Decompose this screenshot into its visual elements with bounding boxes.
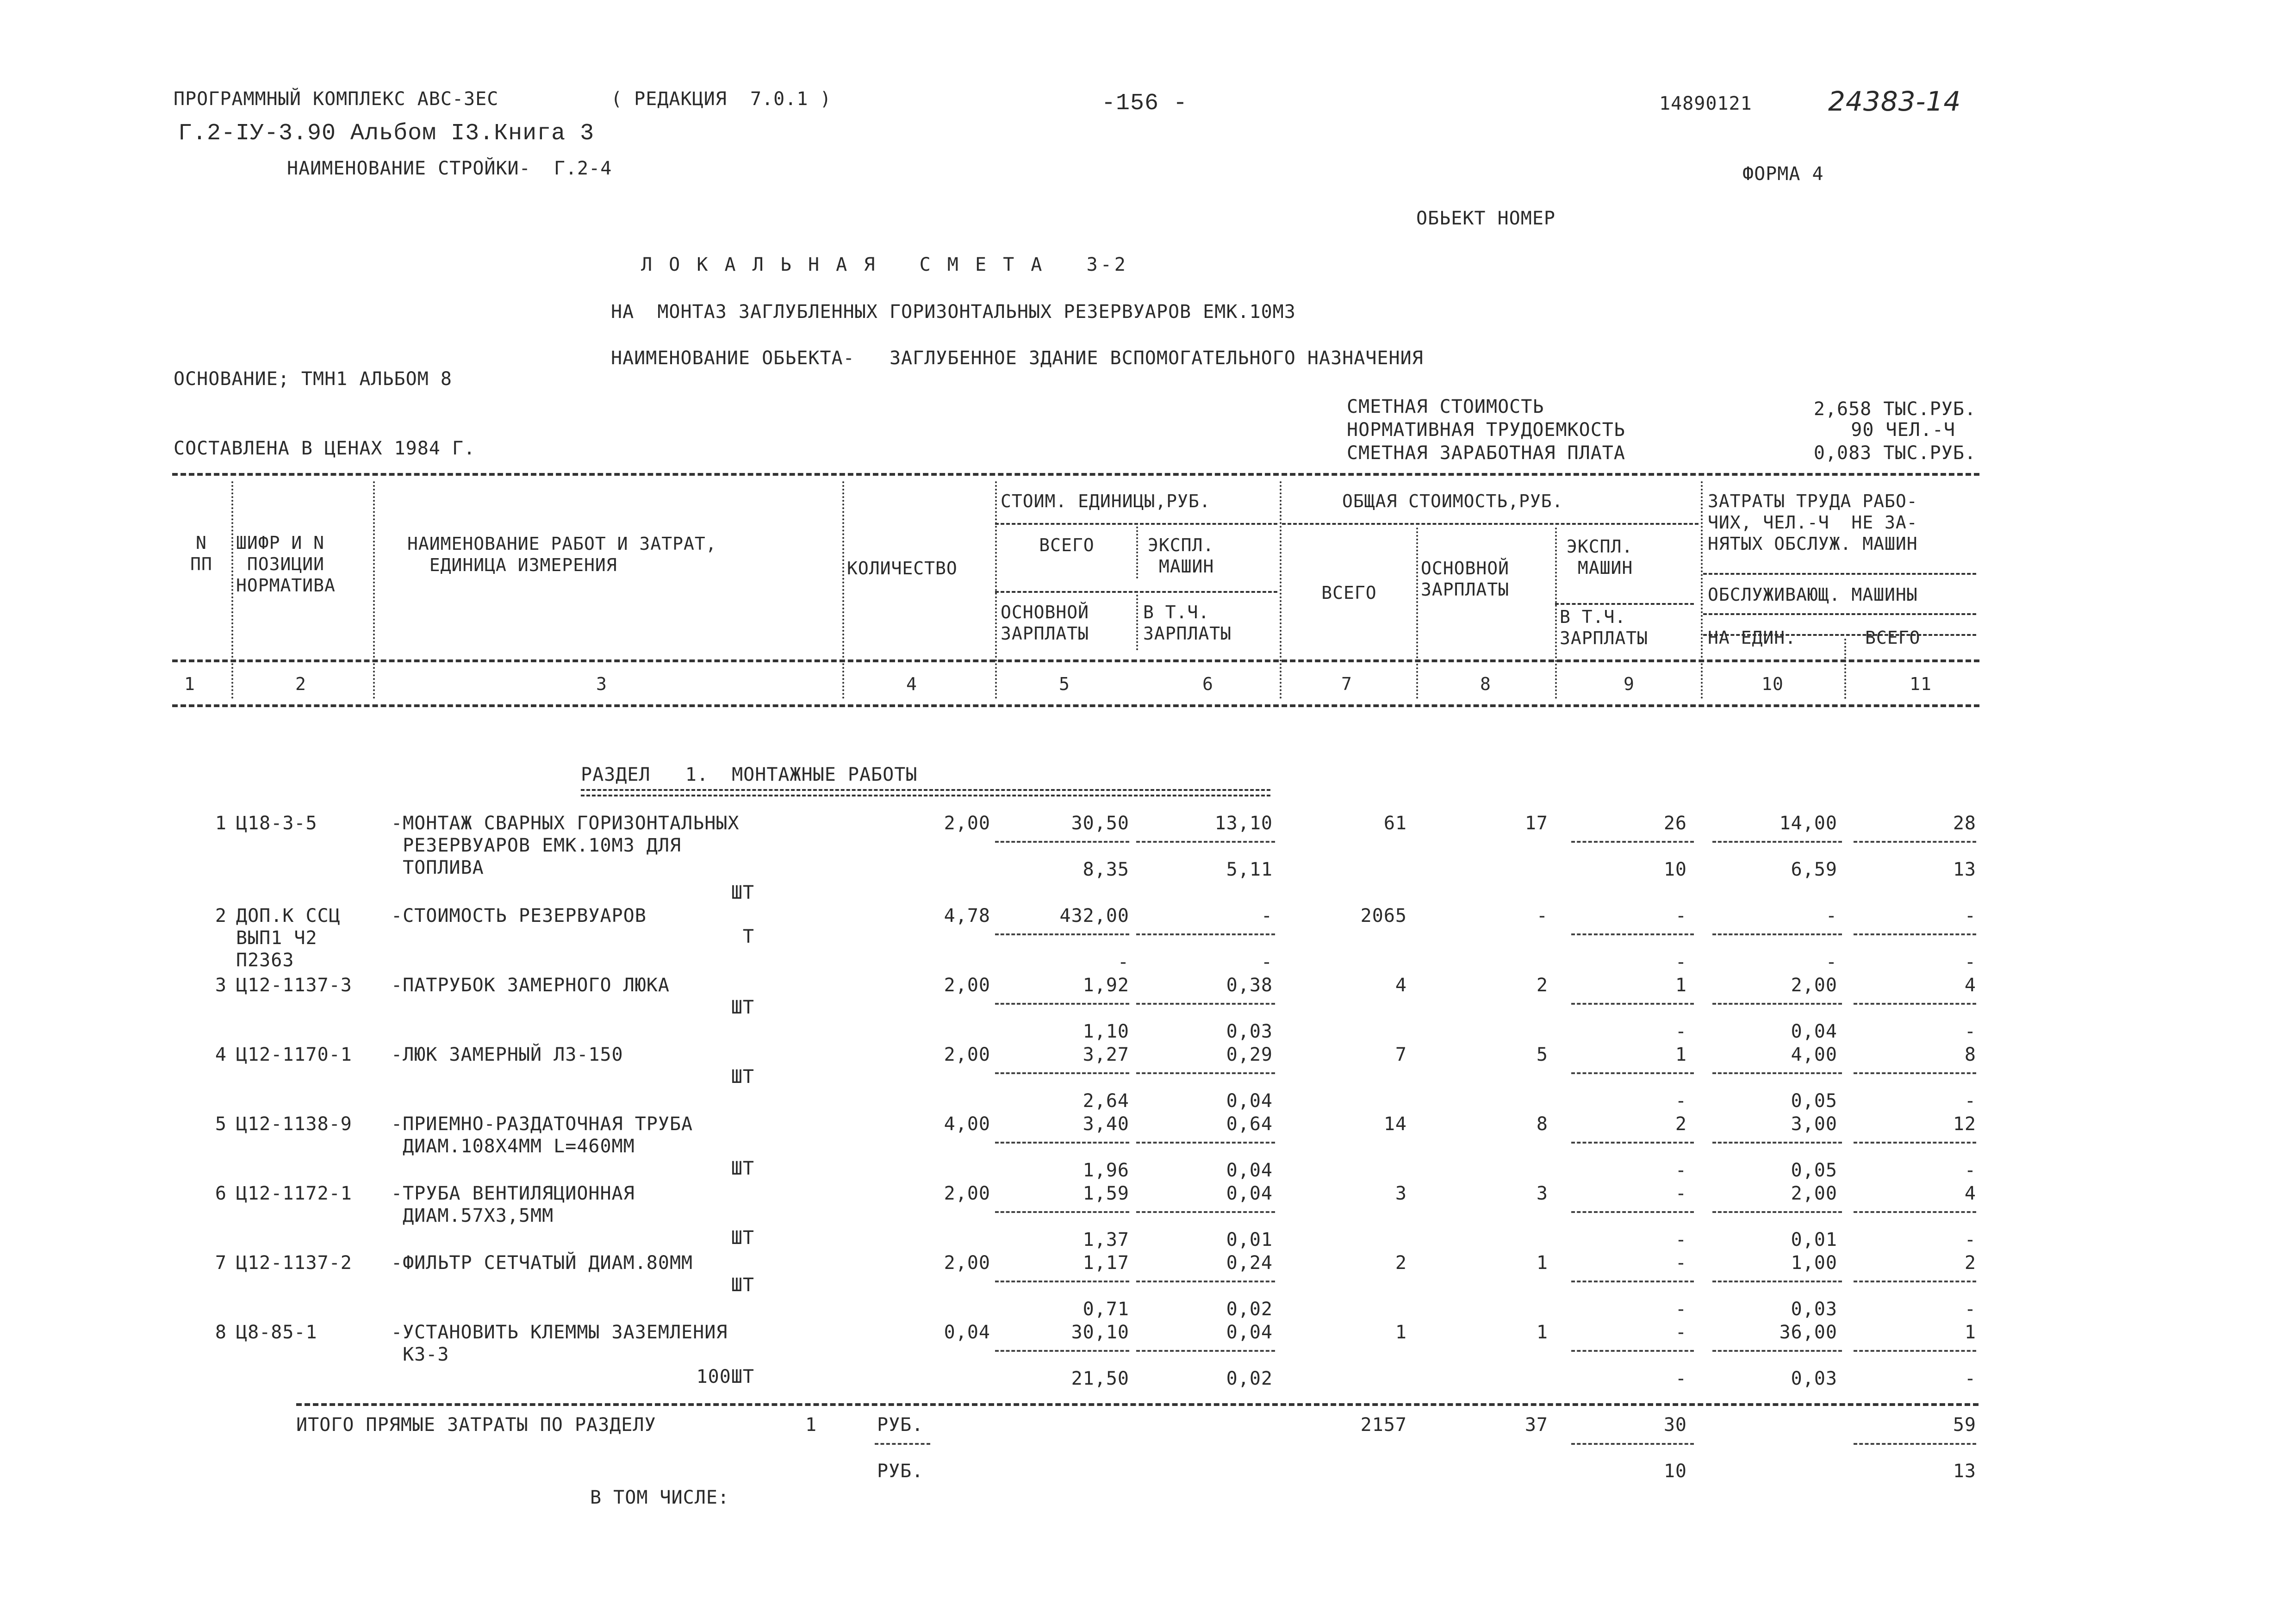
row-total-all: 2: [1395, 1252, 1407, 1274]
row-value-rule: [995, 1350, 1129, 1352]
row-value-rule: [1136, 1072, 1275, 1074]
totals-value-labor: 59: [1953, 1414, 1976, 1436]
edition: ( РЕДАКЦИЯ 7.0.1 ): [611, 88, 832, 110]
row-unit-wage: 21,50: [1071, 1368, 1129, 1389]
column-header-labor-total: ВСЕГО: [1865, 628, 1921, 648]
column-number: 7: [1341, 674, 1352, 694]
summary-label-wage: СМЕТНАЯ ЗАРАБОТНАЯ ПЛАТА: [1347, 442, 1625, 464]
row-value-rule: [995, 1142, 1129, 1144]
object-number-label: ОБЬЕКТ НОМЕР: [1416, 208, 1556, 229]
row-value-rule: [1712, 1142, 1842, 1144]
row-value-rule: [1854, 1350, 1976, 1352]
column-header-quantity: КОЛИЧЕСТВО: [847, 558, 958, 578]
totals-top-rule: [296, 1403, 1979, 1406]
summary-value-wage: 0,083 ТЫС.РУБ.: [1813, 442, 1976, 464]
totals-section-number: 1: [805, 1414, 817, 1436]
price-level: СОСТАВЛЕНА В ЦЕНАХ 1984 Г.: [174, 438, 476, 459]
row-unit-total: 1,92: [1083, 975, 1129, 996]
row-total-incl: -: [1675, 1160, 1687, 1181]
row-value-rule: [1571, 933, 1694, 935]
column-number: 1: [184, 674, 195, 694]
row-unit: ШТ: [731, 997, 754, 1018]
row-name: -МОНТАЖ СВАРНЫХ ГОРИЗОНТАЛЬНЫХ РЕЗЕРВУАРОВ ЕМК.10М3 ДЛЯ ТОПЛИВА: [391, 813, 740, 878]
row-unit: ШТ: [731, 1227, 754, 1249]
album-reference: Г.2-IУ-3.90 Альбом I3.Книга 3: [178, 120, 595, 147]
row-value-rule: [1571, 1211, 1694, 1213]
row-total-wage: 8: [1536, 1113, 1548, 1135]
section-title: РАЗДЕЛ 1. МОНТАЖНЫЕ РАБОТЫ: [581, 764, 918, 785]
column-header-labor: ЗАТРАТЫ ТРУДА РАБО- ЧИХ, ЧЕЛ.-Ч НЕ ЗА- НЯТЫХ ОБСЛУЖ. МАШИН: [1708, 491, 1918, 554]
row-unit-wage: -: [1117, 951, 1129, 973]
header-inner-rule: [1555, 603, 1694, 605]
row-unit-incl: 0,02: [1226, 1299, 1273, 1320]
row-total-machines: -: [1675, 1183, 1687, 1204]
row-number: 5: [215, 1113, 227, 1135]
column-header-total-all: ВСЕГО: [1321, 583, 1377, 603]
column-number: 5: [1059, 674, 1070, 694]
row-value-rule: [1571, 1142, 1694, 1144]
row-value-rule: [1712, 1003, 1842, 1005]
row-labor-total: 12: [1953, 1113, 1976, 1135]
row-total-incl: 10: [1663, 859, 1687, 880]
row-total-all: 7: [1395, 1044, 1407, 1065]
row-value-rule: [995, 1003, 1129, 1005]
row-value-rule: [1571, 1281, 1694, 1282]
row-labor-unit: 14,00: [1779, 813, 1837, 834]
basis-label: ОСНОВАНИЕ; ТМН1 АЛЬБОМ 8: [174, 368, 452, 390]
row-unit: ШТ: [731, 882, 754, 903]
column-header-total-machines: ЭКСПЛ. МАШИН: [1567, 536, 1633, 578]
row-quantity: 2,00: [944, 975, 990, 996]
column-divider: [1136, 595, 1138, 650]
row-unit-wage: 2,64: [1083, 1090, 1129, 1112]
totals-value-wage: 37: [1524, 1414, 1548, 1436]
row-labor-unit-machines: 0,04: [1791, 1021, 1837, 1042]
row-value-rule: [1712, 933, 1842, 935]
row-unit: ШТ: [731, 1158, 754, 1179]
row-labor-total-machines: -: [1964, 1368, 1976, 1389]
row-unit-machines: 13,10: [1214, 813, 1273, 834]
totals-value-all: 2157: [1360, 1414, 1407, 1436]
row-labor-unit: 36,00: [1779, 1322, 1837, 1343]
row-total-incl: -: [1675, 1299, 1687, 1320]
row-labor-total: 2: [1964, 1252, 1976, 1274]
row-unit-incl: 0,04: [1226, 1090, 1273, 1112]
row-labor-unit-machines: 0,05: [1791, 1160, 1837, 1181]
column-header-labor-machines: ОБСЛУЖИВАЮЩ. МАШИНЫ: [1708, 585, 1918, 605]
column-header-unit-machines: ЭКСПЛ. МАШИН: [1148, 535, 1214, 577]
row-total-machines: -: [1675, 905, 1687, 927]
column-divider: [1280, 481, 1282, 699]
row-labor-total: 4: [1964, 975, 1976, 996]
row-value-rule: [1571, 1072, 1694, 1074]
row-code: Ц12-1137-3: [236, 975, 352, 996]
totals-unit-rule: [875, 1443, 930, 1445]
row-unit-incl: 5,11: [1226, 859, 1273, 880]
row-value-rule: [1712, 1281, 1842, 1282]
row-unit-incl: 0,01: [1226, 1229, 1273, 1250]
row-value-rule: [1854, 1003, 1976, 1005]
row-name: -УСТАНОВИТЬ КЛЕММЫ ЗАЗЕМЛЕНИЯ К3-3: [391, 1322, 728, 1365]
row-number: 6: [215, 1183, 227, 1204]
row-unit-total: 3,27: [1083, 1044, 1129, 1065]
row-number: 8: [215, 1322, 227, 1343]
row-quantity: 2,00: [944, 1183, 990, 1204]
row-labor-unit: -: [1825, 905, 1837, 927]
totals-rule: [1571, 1443, 1694, 1445]
row-value-rule: [1136, 1003, 1275, 1005]
row-labor-total: 4: [1964, 1183, 1976, 1204]
column-header-total-wage: ОСНОВНОЙ ЗАРПЛАТЫ: [1421, 558, 1510, 600]
row-code: Ц12-1138-9: [236, 1113, 352, 1135]
column-number: 2: [295, 674, 306, 694]
row-value-rule: [1712, 1211, 1842, 1213]
row-total-all: 61: [1383, 813, 1407, 834]
row-name: -ПАТРУБОК ЗАМЕРНОГО ЛЮКА: [391, 975, 670, 996]
row-number: 2: [215, 905, 227, 927]
row-code: Ц8-85-1: [236, 1322, 317, 1343]
construction-name: НАИМЕНОВАНИЕ СТРОЙКИ- Г.2-4: [287, 158, 612, 179]
row-value-rule: [1712, 1072, 1842, 1074]
row-value-rule: [995, 1281, 1129, 1282]
row-labor-unit: 1,00: [1791, 1252, 1837, 1274]
row-value-rule: [1854, 1072, 1976, 1074]
header-inner-rule: [1703, 613, 1976, 615]
row-quantity: 2,00: [944, 813, 990, 834]
row-value-rule: [1571, 1003, 1694, 1005]
column-number: 4: [906, 674, 917, 694]
summary-value-cost: 2,658 ТЫС.РУБ.: [1813, 398, 1976, 420]
row-name: -ТРУБА ВЕНТИЛЯЦИОННАЯ ДИАМ.57Х3,5ММ: [391, 1183, 635, 1226]
row-unit-total: 432,00: [1059, 905, 1129, 927]
row-value-rule: [1136, 841, 1275, 843]
column-header-unit-total: ВСЕГО: [1039, 535, 1095, 555]
row-total-wage: 5: [1536, 1044, 1548, 1065]
row-labor-total-machines: 13: [1953, 859, 1976, 880]
row-labor-unit-machines: 0,03: [1791, 1299, 1837, 1320]
row-value-rule: [1854, 841, 1976, 843]
row-unit-total: 30,10: [1071, 1322, 1129, 1343]
row-unit-wage: 1,10: [1083, 1021, 1129, 1042]
header-inner-rule: [995, 591, 1277, 593]
row-total-machines: -: [1675, 1252, 1687, 1274]
row-unit-incl: -: [1261, 951, 1273, 973]
column-header-n: N ПП: [190, 533, 212, 574]
row-value-rule: [995, 1211, 1129, 1213]
header-bottom-rule: [172, 659, 1979, 662]
column-divider: [1701, 481, 1703, 699]
column-number: 6: [1202, 674, 1213, 694]
row-labor-unit: 3,00: [1791, 1113, 1837, 1135]
header-inner-rule: [1282, 523, 1699, 525]
row-total-all: 2065: [1360, 905, 1407, 927]
column-header-code: ШИФР И N ПОЗИЦИИ НОРМАТИВА: [236, 533, 336, 596]
row-labor-total: 8: [1964, 1044, 1976, 1065]
row-labor-unit-machines: 0,05: [1791, 1090, 1837, 1112]
row-unit-machines: 0,29: [1226, 1044, 1273, 1065]
row-number: 3: [215, 975, 227, 996]
row-labor-unit-machines: -: [1825, 951, 1837, 973]
row-total-all: 4: [1395, 975, 1407, 996]
row-value-rule: [995, 1072, 1129, 1074]
row-total-wage: 2: [1536, 975, 1548, 996]
row-unit-total: 1,17: [1083, 1252, 1129, 1274]
column-divider: [1844, 639, 1846, 699]
row-unit-machines: -: [1261, 905, 1273, 927]
row-total-incl: -: [1675, 951, 1687, 973]
column-header-total-incl: В Т.Ч. ЗАРПЛАТЫ: [1560, 607, 1649, 648]
row-unit-wage: 1,96: [1083, 1160, 1129, 1181]
row-total-incl: -: [1675, 1090, 1687, 1112]
column-number: 9: [1624, 674, 1635, 694]
row-unit-machines: 0,64: [1226, 1113, 1273, 1135]
row-unit-wage: 1,37: [1083, 1229, 1129, 1250]
header-inner-rule: [1703, 573, 1976, 575]
row-quantity: 2,00: [944, 1252, 990, 1274]
column-header-labor-unit: НА ЕДИН.: [1708, 628, 1797, 648]
row-total-all: 1: [1395, 1322, 1407, 1343]
totals-unit: РУБ.: [877, 1461, 924, 1482]
row-total-machines: -: [1675, 1322, 1687, 1343]
row-labor-unit: 4,00: [1791, 1044, 1837, 1065]
row-value-rule: [1854, 1142, 1976, 1144]
row-unit-total: 3,40: [1083, 1113, 1129, 1135]
totals-value-incl: 10: [1663, 1461, 1687, 1482]
row-code: Ц12-1170-1: [236, 1044, 352, 1065]
program-name: ПРОГРАММНЫЙ КОМПЛЕКС АВС-3ЕС: [174, 88, 499, 110]
row-unit-incl: 0,03: [1226, 1021, 1273, 1042]
row-labor-total-machines: -: [1964, 1299, 1976, 1320]
column-divider: [1416, 528, 1418, 699]
row-total-wage: -: [1536, 905, 1548, 927]
row-code: Ц12-1172-1: [236, 1183, 352, 1204]
row-unit: 100ШТ: [696, 1366, 754, 1387]
column-divider: [373, 481, 375, 699]
row-quantity: 2,00: [944, 1044, 990, 1065]
row-total-machines: 2: [1675, 1113, 1687, 1135]
table-top-rule: [172, 473, 1979, 476]
column-header-unit-incl: В Т.Ч. ЗАРПЛАТЫ: [1143, 602, 1232, 644]
row-labor-unit: 2,00: [1791, 975, 1837, 996]
page-number: -156 -: [1101, 90, 1188, 117]
column-header-unit-wage: ОСНОВНОЙ ЗАРПЛАТЫ: [1001, 602, 1089, 644]
row-name: -ПРИЕМНО-РАЗДАТОЧНАЯ ТРУБА ДИАМ.108Х4ММ L=460ММ: [391, 1113, 693, 1157]
row-number: 7: [215, 1252, 227, 1274]
column-header-unit-cost: СТОИМ. ЕДИНИЦЫ,РУБ.: [1001, 491, 1211, 511]
row-quantity: 0,04: [944, 1322, 990, 1343]
numbers-bottom-rule: [172, 704, 1979, 707]
row-value-rule: [1854, 933, 1976, 935]
row-unit: ШТ: [731, 1066, 754, 1088]
row-total-incl: -: [1675, 1229, 1687, 1250]
row-value-rule: [1571, 841, 1694, 843]
row-total-wage: 1: [1536, 1322, 1548, 1343]
row-unit-total: 30,50: [1071, 813, 1129, 834]
row-value-rule: [995, 933, 1129, 935]
totals-unit: РУБ.: [877, 1414, 924, 1436]
row-unit-wage: 0,71: [1083, 1299, 1129, 1320]
row-unit-machines: 0,38: [1226, 975, 1273, 996]
row-unit-incl: 0,02: [1226, 1368, 1273, 1389]
row-name: -СТОИМОСТЬ РЕЗЕРВУАРОВ: [391, 905, 647, 927]
column-divider: [1136, 523, 1138, 578]
row-value-rule: [1854, 1211, 1976, 1213]
row-quantity: 4,00: [944, 1113, 990, 1135]
totals-value-labor-machines: 13: [1953, 1461, 1976, 1482]
column-divider: [995, 481, 997, 699]
row-value-rule: [1136, 1281, 1275, 1282]
row-name: -ФИЛЬТР СЕТЧАТЫЙ ДИАМ.80ММ: [391, 1252, 693, 1274]
row-labor-unit-machines: 6,59: [1791, 859, 1837, 880]
row-unit-machines: 0,04: [1226, 1322, 1273, 1343]
object-name: НАИМЕНОВАНИЕ ОБЬЕКТА- ЗАГЛУБЕННОЕ ЗДАНИЕ ВСПОМОГАТЕЛЬНОГО НАЗНАЧЕНИЯ: [611, 348, 1424, 369]
form-label: ФОРМА 4: [1742, 163, 1824, 185]
column-divider: [1555, 528, 1557, 699]
row-labor-total-machines: -: [1964, 951, 1976, 973]
summary-label-cost: СМЕТНАЯ СТОИМОСТЬ: [1347, 396, 1544, 417]
row-total-all: 14: [1383, 1113, 1407, 1135]
column-number: 10: [1761, 674, 1784, 694]
row-labor-unit-machines: 0,03: [1791, 1368, 1837, 1389]
document-title: Л О К А Л Ь Н А Я С М Е Т А 3-2: [641, 254, 1128, 275]
row-labor-unit: 2,00: [1791, 1183, 1837, 1204]
row-unit: Т: [742, 926, 754, 947]
row-labor-unit-machines: 0,01: [1791, 1229, 1837, 1250]
handwritten-number: 24383-14: [1828, 86, 1961, 117]
row-value-rule: [1136, 1142, 1275, 1144]
row-labor-total-machines: -: [1964, 1090, 1976, 1112]
row-labor-total: 1: [1964, 1322, 1976, 1343]
row-value-rule: [1571, 1350, 1694, 1352]
row-labor-total: -: [1964, 905, 1976, 927]
column-header-name: НАИМЕНОВАНИЕ РАБОТ И ЗАТРАТ, ЕДИНИЦА ИЗМЕРЕНИЯ: [407, 534, 717, 575]
section-underline: [581, 789, 1270, 796]
row-total-all: 3: [1395, 1183, 1407, 1204]
row-total-wage: 17: [1524, 813, 1548, 834]
summary-value-labor: 90 ЧЕЛ.-Ч: [1851, 419, 1955, 441]
row-number: 4: [215, 1044, 227, 1065]
totals-label: ИТОГО ПРЯМЫЕ ЗАТРАТЫ ПО РАЗДЕЛУ: [296, 1414, 656, 1436]
row-number: 1: [215, 813, 227, 834]
row-total-wage: 3: [1536, 1183, 1548, 1204]
column-number: 3: [596, 674, 607, 694]
row-total-incl: -: [1675, 1021, 1687, 1042]
row-unit-machines: 0,04: [1226, 1183, 1273, 1204]
row-unit-machines: 0,24: [1226, 1252, 1273, 1274]
row-code: Ц18-3-5: [236, 813, 317, 834]
column-number: 11: [1910, 674, 1932, 694]
column-divider: [231, 481, 233, 699]
row-code: Ц12-1137-2: [236, 1252, 352, 1274]
document-subject: НА МОНТАЗ ЗАГЛУБЛЕННЫХ ГОРИЗОНТАЛЬНЫХ РЕЗЕРВУАРОВ ЕМК.10М3: [611, 301, 1296, 323]
row-value-rule: [1712, 1350, 1842, 1352]
row-name: -ЛЮК ЗАМЕРНЫЙ Л3-150: [391, 1044, 623, 1065]
column-divider: [842, 481, 844, 699]
row-total-machines: 1: [1675, 975, 1687, 996]
row-total-incl: -: [1675, 1368, 1687, 1389]
document-code: 14890121: [1659, 93, 1752, 114]
row-value-rule: [1136, 933, 1275, 935]
row-value-rule: [1136, 1350, 1275, 1352]
totals-rule: [1854, 1443, 1976, 1445]
row-unit-incl: 0,04: [1226, 1160, 1273, 1181]
column-number: 8: [1480, 674, 1491, 694]
row-total-machines: 1: [1675, 1044, 1687, 1065]
including-label: В ТОМ ЧИСЛЕ:: [590, 1487, 729, 1508]
row-unit-total: 1,59: [1083, 1183, 1129, 1204]
row-unit: ШТ: [731, 1275, 754, 1296]
row-value-rule: [1854, 1281, 1976, 1282]
totals-value-machines: 30: [1663, 1414, 1687, 1436]
row-value-rule: [995, 841, 1129, 843]
row-total-machines: 26: [1663, 813, 1687, 834]
row-labor-total-machines: -: [1964, 1021, 1976, 1042]
row-value-rule: [1136, 1211, 1275, 1213]
row-labor-total-machines: -: [1964, 1229, 1976, 1250]
row-labor-total-machines: -: [1964, 1160, 1976, 1181]
row-code: ДОП.К ССЦ ВЫП1 Ч2 П2363: [236, 905, 341, 971]
row-value-rule: [1712, 841, 1842, 843]
row-quantity: 4,78: [944, 905, 990, 927]
summary-label-labor: НОРМАТИВНАЯ ТРУДОЕМКОСТЬ: [1347, 419, 1625, 441]
row-unit-wage: 8,35: [1083, 859, 1129, 880]
column-header-total-cost: ОБЩАЯ СТОИМОСТЬ,РУБ.: [1342, 491, 1563, 511]
row-total-wage: 1: [1536, 1252, 1548, 1274]
row-labor-total: 28: [1953, 813, 1976, 834]
